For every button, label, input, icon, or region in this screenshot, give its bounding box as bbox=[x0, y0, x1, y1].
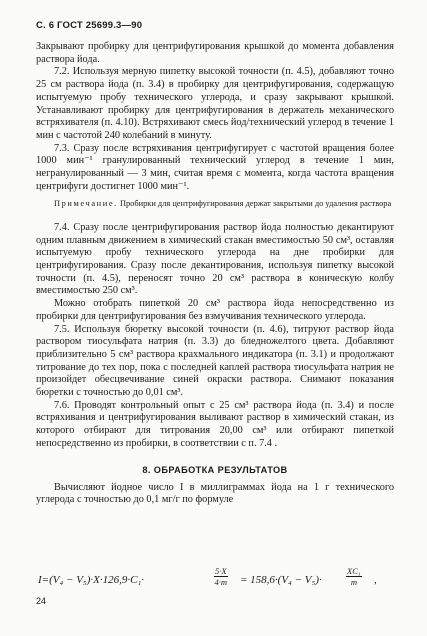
note-text: Пробирки для центрифугирования держат закрытыми до удаления раствора bbox=[117, 199, 392, 209]
page-number: 24 bbox=[36, 596, 47, 606]
section-text: Вычисляют йодное число I в миллиграммах йода на 1 г технического углерода с точностью до 0,1 мг/г по формуле bbox=[36, 481, 394, 506]
note-tag: Примечание. bbox=[54, 199, 118, 209]
fraction-numerator: XC₁ bbox=[347, 566, 361, 576]
section-title: 8. ОБРАБОТКА РЕЗУЛЬТАТОВ bbox=[142, 464, 288, 475]
page-header: С. 6 ГОСТ 25699.3—90 bbox=[36, 20, 143, 31]
fraction-denominator: 4·m bbox=[214, 577, 228, 587]
paragraph: 7.5. Используя бюретку высокой точности (п. 4.6), титруют раствор йода раствором тиосульфата натрия (п. 3.3) до бледножелтого цвета. Добавляют приблизительно 5 см³ раствора крахмального индикатора (п. 3.1) и продолжают титрование до тех пор, пока с последней каплей раствора тиосульфата натрия не произойдет обесцвечивание синей окраски раствора. Снимают показания бюретки с точностью до 0,01 см³. bbox=[36, 323, 394, 399]
paragraph: 7.3. Сразу после встряхивания центрифугирует с частотой вращения более 1000 мин⁻¹ гранулированный технический углерод в течение 1 мин, негранулированный — 3 мин, считая время с момента, когда частота вращения центрифуги достигнет 1000 мин⁻¹. bbox=[36, 142, 394, 192]
paragraph: Закрывают пробирку для центрифугирования крышкой до момента добавления раствора йода. bbox=[36, 41, 394, 65]
paragraph: 7.4. Сразу после центрифугирования раствор йода полностью декантируют одним плавным движением в химический стакан вместимостью 50 см³, оставляя испытуемую пробу технического углерода на дне пробирки для центрифугирования. Сразу после декантирования, используя пипетку высокой точности (п. 4.5), переносят точно 20 см³ раствора в коническую колбу вместимостью 250 см³. bbox=[36, 221, 394, 297]
formula-fraction-1 bbox=[214, 566, 228, 587]
formula-lhs: I=(V₄ − V₅)·X·126,9·C₁· bbox=[38, 574, 145, 586]
paragraph: Можно отобрать пипеткой 20 см³ раствора йода непосредственно из пробирки для центрифугирования без взмучивания технического углерода. bbox=[36, 298, 394, 322]
paragraph: 7.2. Используя мерную пипетку высокой точности (п. 4.5), добавляют точно 25 см раствора йода (п. 3.4) в пробирку для центрифугирования, содержащую испытуемую пробу технического углерода, и сразу закрывают крышкой. Устанавливают пробирку для центрифугирования в держатель механического встряхивателя (п. 4.10). Встряхивают смесь йод/технический углерод в течение 1 мин с частотой 240 колебаний в минуту. bbox=[36, 66, 394, 141]
formula bbox=[36, 565, 394, 595]
formula-end: , bbox=[374, 574, 377, 586]
formula-mid: = 158,6·(V₄ − V₅)· bbox=[240, 574, 322, 586]
fraction-denominator: m bbox=[350, 577, 357, 587]
note bbox=[36, 199, 394, 210]
fraction-numerator: 5·X bbox=[215, 566, 227, 576]
document-body bbox=[36, 41, 394, 507]
formula-fraction-2 bbox=[346, 566, 362, 587]
paragraph: 7.6. Проводят контрольный опыт с 25 см³ раствора йода (п. 3.4) и после встряхивания и центрифугирования выливают раствор в химический стакан, из которого отбирают для титрования 20,00 см³ или отбирают пипеткой непосредственно из пробирки, в соответствии с п. 7.4 . bbox=[36, 399, 394, 449]
